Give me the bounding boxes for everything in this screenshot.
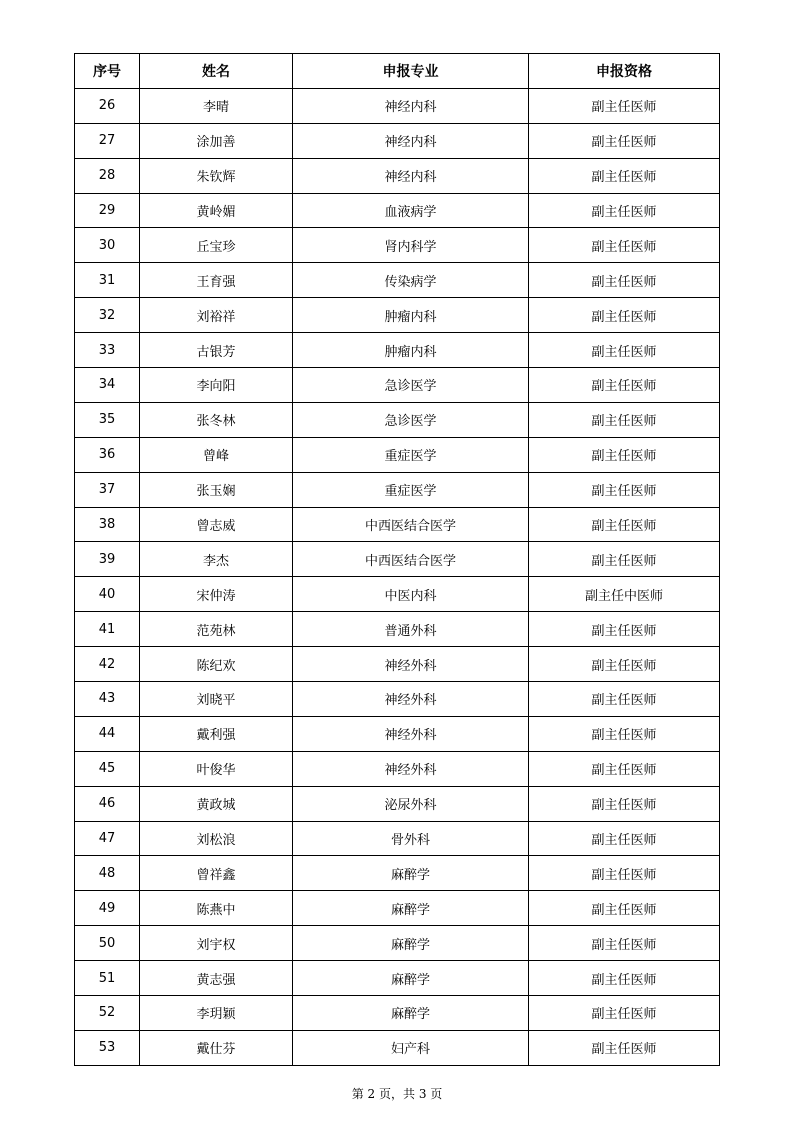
cell-specialty: 麻醉学 [293, 891, 529, 926]
header-name: 姓名 [140, 54, 293, 89]
cell-specialty: 神经内科 [293, 123, 529, 158]
cell-no: 49 [75, 891, 140, 926]
cell-qualification: 副主任中医师 [529, 577, 720, 612]
table-row [75, 612, 720, 647]
table-row [75, 996, 720, 1031]
cell-name: 曾祥鑫 [140, 856, 293, 891]
cell-no: 42 [75, 647, 140, 682]
cell-qualification: 副主任医师 [529, 542, 720, 577]
cell-specialty: 传染病学 [293, 263, 529, 298]
cell-no: 29 [75, 193, 140, 228]
table-row [75, 298, 720, 333]
cell-name: 李玥颖 [140, 996, 293, 1031]
cell-name: 涂加善 [140, 123, 293, 158]
cell-qualification: 副主任医师 [529, 682, 720, 717]
cell-name: 戴仕芬 [140, 1030, 293, 1065]
table-row [75, 472, 720, 507]
cell-no: 44 [75, 716, 140, 751]
cell-no: 33 [75, 333, 140, 368]
cell-name: 叶俊华 [140, 751, 293, 786]
table-row [75, 682, 720, 717]
cell-specialty: 肾内科学 [293, 228, 529, 263]
cell-no: 36 [75, 437, 140, 472]
cell-name: 王育强 [140, 263, 293, 298]
table-body [75, 88, 720, 1065]
cell-qualification: 副主任医师 [529, 716, 720, 751]
cell-specialty: 重症医学 [293, 472, 529, 507]
cell-qualification: 副主任医师 [529, 437, 720, 472]
cell-specialty: 中医内科 [293, 577, 529, 612]
table-row [75, 228, 720, 263]
cell-no: 30 [75, 228, 140, 263]
cell-qualification: 副主任医师 [529, 298, 720, 333]
table-row [75, 716, 720, 751]
cell-specialty: 骨外科 [293, 821, 529, 856]
cell-no: 41 [75, 612, 140, 647]
cell-specialty: 中西医结合医学 [293, 507, 529, 542]
cell-no: 45 [75, 751, 140, 786]
cell-qualification: 副主任医师 [529, 612, 720, 647]
table-row [75, 507, 720, 542]
cell-no: 52 [75, 996, 140, 1031]
cell-qualification: 副主任医师 [529, 926, 720, 961]
cell-qualification: 副主任医师 [529, 856, 720, 891]
cell-specialty: 泌尿外科 [293, 786, 529, 821]
cell-no: 27 [75, 123, 140, 158]
cell-no: 46 [75, 786, 140, 821]
cell-no: 32 [75, 298, 140, 333]
cell-name: 古银芳 [140, 333, 293, 368]
cell-qualification: 副主任医师 [529, 368, 720, 403]
cell-specialty: 神经外科 [293, 716, 529, 751]
table-row [75, 891, 720, 926]
cell-qualification: 副主任医师 [529, 472, 720, 507]
cell-qualification: 副主任医师 [529, 123, 720, 158]
table-row [75, 193, 720, 228]
cell-specialty: 急诊医学 [293, 368, 529, 403]
cell-qualification: 副主任医师 [529, 193, 720, 228]
header-qualification: 申报资格 [529, 54, 720, 89]
cell-qualification: 副主任医师 [529, 228, 720, 263]
cell-name: 陈燕中 [140, 891, 293, 926]
cell-no: 48 [75, 856, 140, 891]
cell-qualification: 副主任医师 [529, 263, 720, 298]
cell-name: 刘松浪 [140, 821, 293, 856]
cell-name: 刘宇权 [140, 926, 293, 961]
cell-name: 黄志强 [140, 961, 293, 996]
cell-specialty: 神经内科 [293, 88, 529, 123]
cell-name: 曾志威 [140, 507, 293, 542]
cell-name: 黄政城 [140, 786, 293, 821]
cell-specialty: 神经外科 [293, 682, 529, 717]
cell-qualification: 副主任医师 [529, 961, 720, 996]
table-row [75, 368, 720, 403]
cell-name: 李向阳 [140, 368, 293, 403]
header-no: 序号 [75, 54, 140, 89]
table-row [75, 402, 720, 437]
table-row [75, 333, 720, 368]
cell-specialty: 肿瘤内科 [293, 333, 529, 368]
cell-name: 李晴 [140, 88, 293, 123]
cell-qualification: 副主任医师 [529, 751, 720, 786]
cell-qualification: 副主任医师 [529, 786, 720, 821]
applicant-table [74, 53, 720, 1066]
cell-no: 31 [75, 263, 140, 298]
table-row [75, 821, 720, 856]
table-row [75, 856, 720, 891]
table-row [75, 158, 720, 193]
table-row [75, 263, 720, 298]
cell-qualification: 副主任医师 [529, 1030, 720, 1065]
table-row [75, 786, 720, 821]
cell-name: 陈纪欢 [140, 647, 293, 682]
cell-specialty: 急诊医学 [293, 402, 529, 437]
cell-name: 丘宝珍 [140, 228, 293, 263]
cell-name: 张玉娴 [140, 472, 293, 507]
cell-name: 张冬林 [140, 402, 293, 437]
page-footer: 第 2 页，共 3 页 [351, 1087, 443, 1101]
cell-no: 53 [75, 1030, 140, 1065]
table-row [75, 437, 720, 472]
cell-specialty: 重症医学 [293, 437, 529, 472]
cell-name: 刘裕祥 [140, 298, 293, 333]
header-specialty: 申报专业 [293, 54, 529, 89]
cell-no: 47 [75, 821, 140, 856]
cell-no: 37 [75, 472, 140, 507]
table-row [75, 961, 720, 996]
table-row [75, 123, 720, 158]
cell-qualification: 副主任医师 [529, 821, 720, 856]
cell-qualification: 副主任医师 [529, 402, 720, 437]
cell-no: 51 [75, 961, 140, 996]
cell-qualification: 副主任医师 [529, 647, 720, 682]
table-row [75, 926, 720, 961]
cell-specialty: 妇产科 [293, 1030, 529, 1065]
cell-name: 朱钦辉 [140, 158, 293, 193]
table-row [75, 751, 720, 786]
cell-specialty: 神经外科 [293, 751, 529, 786]
table-row [75, 647, 720, 682]
cell-no: 39 [75, 542, 140, 577]
cell-no: 40 [75, 577, 140, 612]
cell-no: 35 [75, 402, 140, 437]
cell-name: 黄岭媚 [140, 193, 293, 228]
table-row [75, 542, 720, 577]
table-row [75, 1030, 720, 1065]
cell-name: 刘晓平 [140, 682, 293, 717]
cell-specialty: 血液病学 [293, 193, 529, 228]
cell-no: 26 [75, 88, 140, 123]
cell-specialty: 肿瘤内科 [293, 298, 529, 333]
cell-no: 43 [75, 682, 140, 717]
cell-name: 宋仲涛 [140, 577, 293, 612]
cell-qualification: 副主任医师 [529, 158, 720, 193]
table-row [75, 577, 720, 612]
cell-qualification: 副主任医师 [529, 333, 720, 368]
cell-specialty: 中西医结合医学 [293, 542, 529, 577]
cell-specialty: 神经内科 [293, 158, 529, 193]
cell-name: 李杰 [140, 542, 293, 577]
cell-specialty: 神经外科 [293, 647, 529, 682]
cell-qualification: 副主任医师 [529, 891, 720, 926]
cell-qualification: 副主任医师 [529, 507, 720, 542]
cell-specialty: 普通外科 [293, 612, 529, 647]
cell-no: 28 [75, 158, 140, 193]
cell-name: 范苑林 [140, 612, 293, 647]
cell-specialty: 麻醉学 [293, 996, 529, 1031]
cell-qualification: 副主任医师 [529, 88, 720, 123]
table-header-row [75, 54, 720, 89]
cell-no: 50 [75, 926, 140, 961]
table-row [75, 88, 720, 123]
cell-no: 34 [75, 368, 140, 403]
cell-specialty: 麻醉学 [293, 926, 529, 961]
cell-no: 38 [75, 507, 140, 542]
cell-name: 曾峰 [140, 437, 293, 472]
cell-specialty: 麻醉学 [293, 856, 529, 891]
cell-name: 戴利强 [140, 716, 293, 751]
cell-qualification: 副主任医师 [529, 996, 720, 1031]
cell-specialty: 麻醉学 [293, 961, 529, 996]
